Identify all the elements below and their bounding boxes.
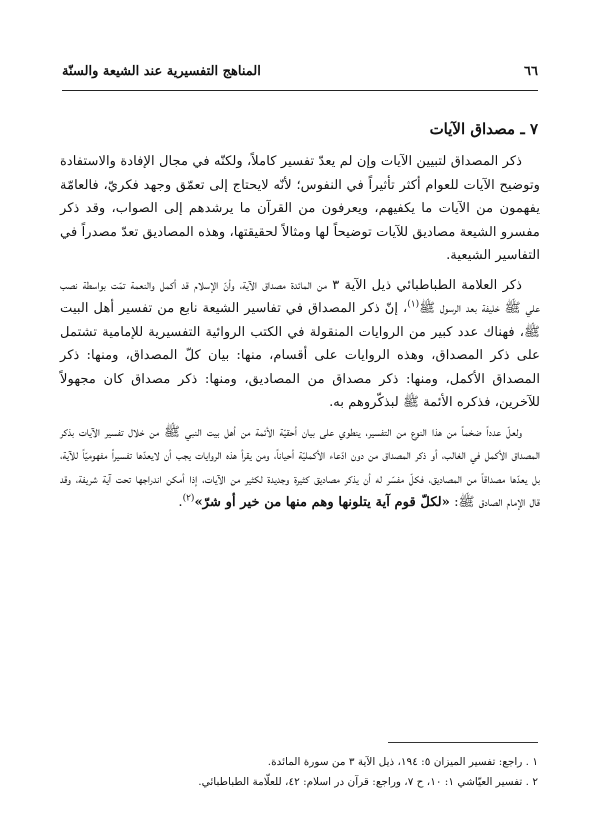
paragraph-2-text-b: ، إنّ ذكر المصداق في تفاسير الشيعة نابع من تفسير أهل البيت ﷺ، فهناك عدد كبير من الروايات المنقولة في الكتب الروائية التفسيرية للإمامية تشتمل على ذكر المصداق، وهذه الروايات على أقسام، منها: بيان كلّ المصداق، ومنها: ذكر المصداق الأكمل، ومنها: ذكر مصداق من المصاديق، ومنها: ذكر مصداق كان مجهولاً للآخرين، فذكره الأئمة ﷺ لبذكّروهم به. [60,301,540,410]
header-divider [62,90,538,91]
paragraph-2-text-a: ذكر العلامة الطباطبائي ذيل الآية ٣ من المائدة مصداق الآية، وأنّ الإسلام قد أكمل والنعمة تمّت بواسطة نصب علي ﷺ خليفة بعد الرسول ﷺ [60,277,540,316]
paragraph-2 [60,274,540,415]
running-title: المناهج التفسيرية عند الشيعة والسنّة [62,64,261,79]
paragraph-3-text: ولعلّ عدداً ضخماً من هذا النوع من التفسير، ينطوي على بيان أحقيّة الأئمة من أهل بيت النبي ﷺ من خلال تفسير الآيات بذكر المصداق الأكمل في الغالب، أو ذكر المصداق من دون ادّعاء الأكمليّة أحياناً، ومن يقرأ هذه الروايات يجب أن لايعدّها تفسيراً مفهوميّاً للآية، بل يعدّها مصداقاً من المصاديق، فكلّ مفسّر له أن يذكر مصاديق كثيرة وجديدة لكثير من الآيات، إذا أمكن اندراجها تحت آية شريفة، وقد قال الإمام الصادق ﷺ: [60,424,540,510]
footnote-ref-1[interactable]: (١) [407,299,420,310]
footnotes [62,752,538,792]
footnote-1: ١ . راجع: تفسير الميزان ٥: ١٩٤، ذيل الآية ٣ من سورة المائدة. [267,756,538,768]
footnote-divider [388,742,538,743]
hadith-quote: «لكلّ قوم آية يتلونها وهم منها من خير أو شرّ» [194,495,450,510]
body-text [60,150,540,521]
footnote-2: ٢ . تفسير العيّاشي ١: ١٠، ح ٧، وراجع: قرآن در اسلام: ٤٢، للعلّامة الطباطبائي. [198,776,538,788]
running-header [62,64,538,88]
paragraph-3 [60,421,540,515]
paragraph-1 [60,150,540,268]
paragraph-3-end: . [178,495,183,510]
paragraph-1-text: ذكر المصداق لتبيين الآيات وإن لم يعدّ تفسير كاملاً، ولكنّه في مجال الإفادة والاستفادة وتوضيح الآيات للعوام أكثر تأثيراً في النفوس؛ لأنّه لايحتاج إلى تعمّق وجهد فكريّ، فالعامّة يفهمون من الآيات ما يكفيهم، ويعرفون من القرآن ما يرشدهم إلى الصواب، وقد ذكر مفسرو الشيعة مصاديق للآيات توضيحاً لها ومثالاً لحقيقتها، وهذه المصاديق تعدّ مصدراً في التفاسير الشيعية. [60,154,540,263]
footnote-ref-2[interactable]: (٢) [182,493,195,504]
section-heading: ٧ ـ مصداق الآيات [429,120,538,138]
page-number: ٦٦ [524,64,538,79]
